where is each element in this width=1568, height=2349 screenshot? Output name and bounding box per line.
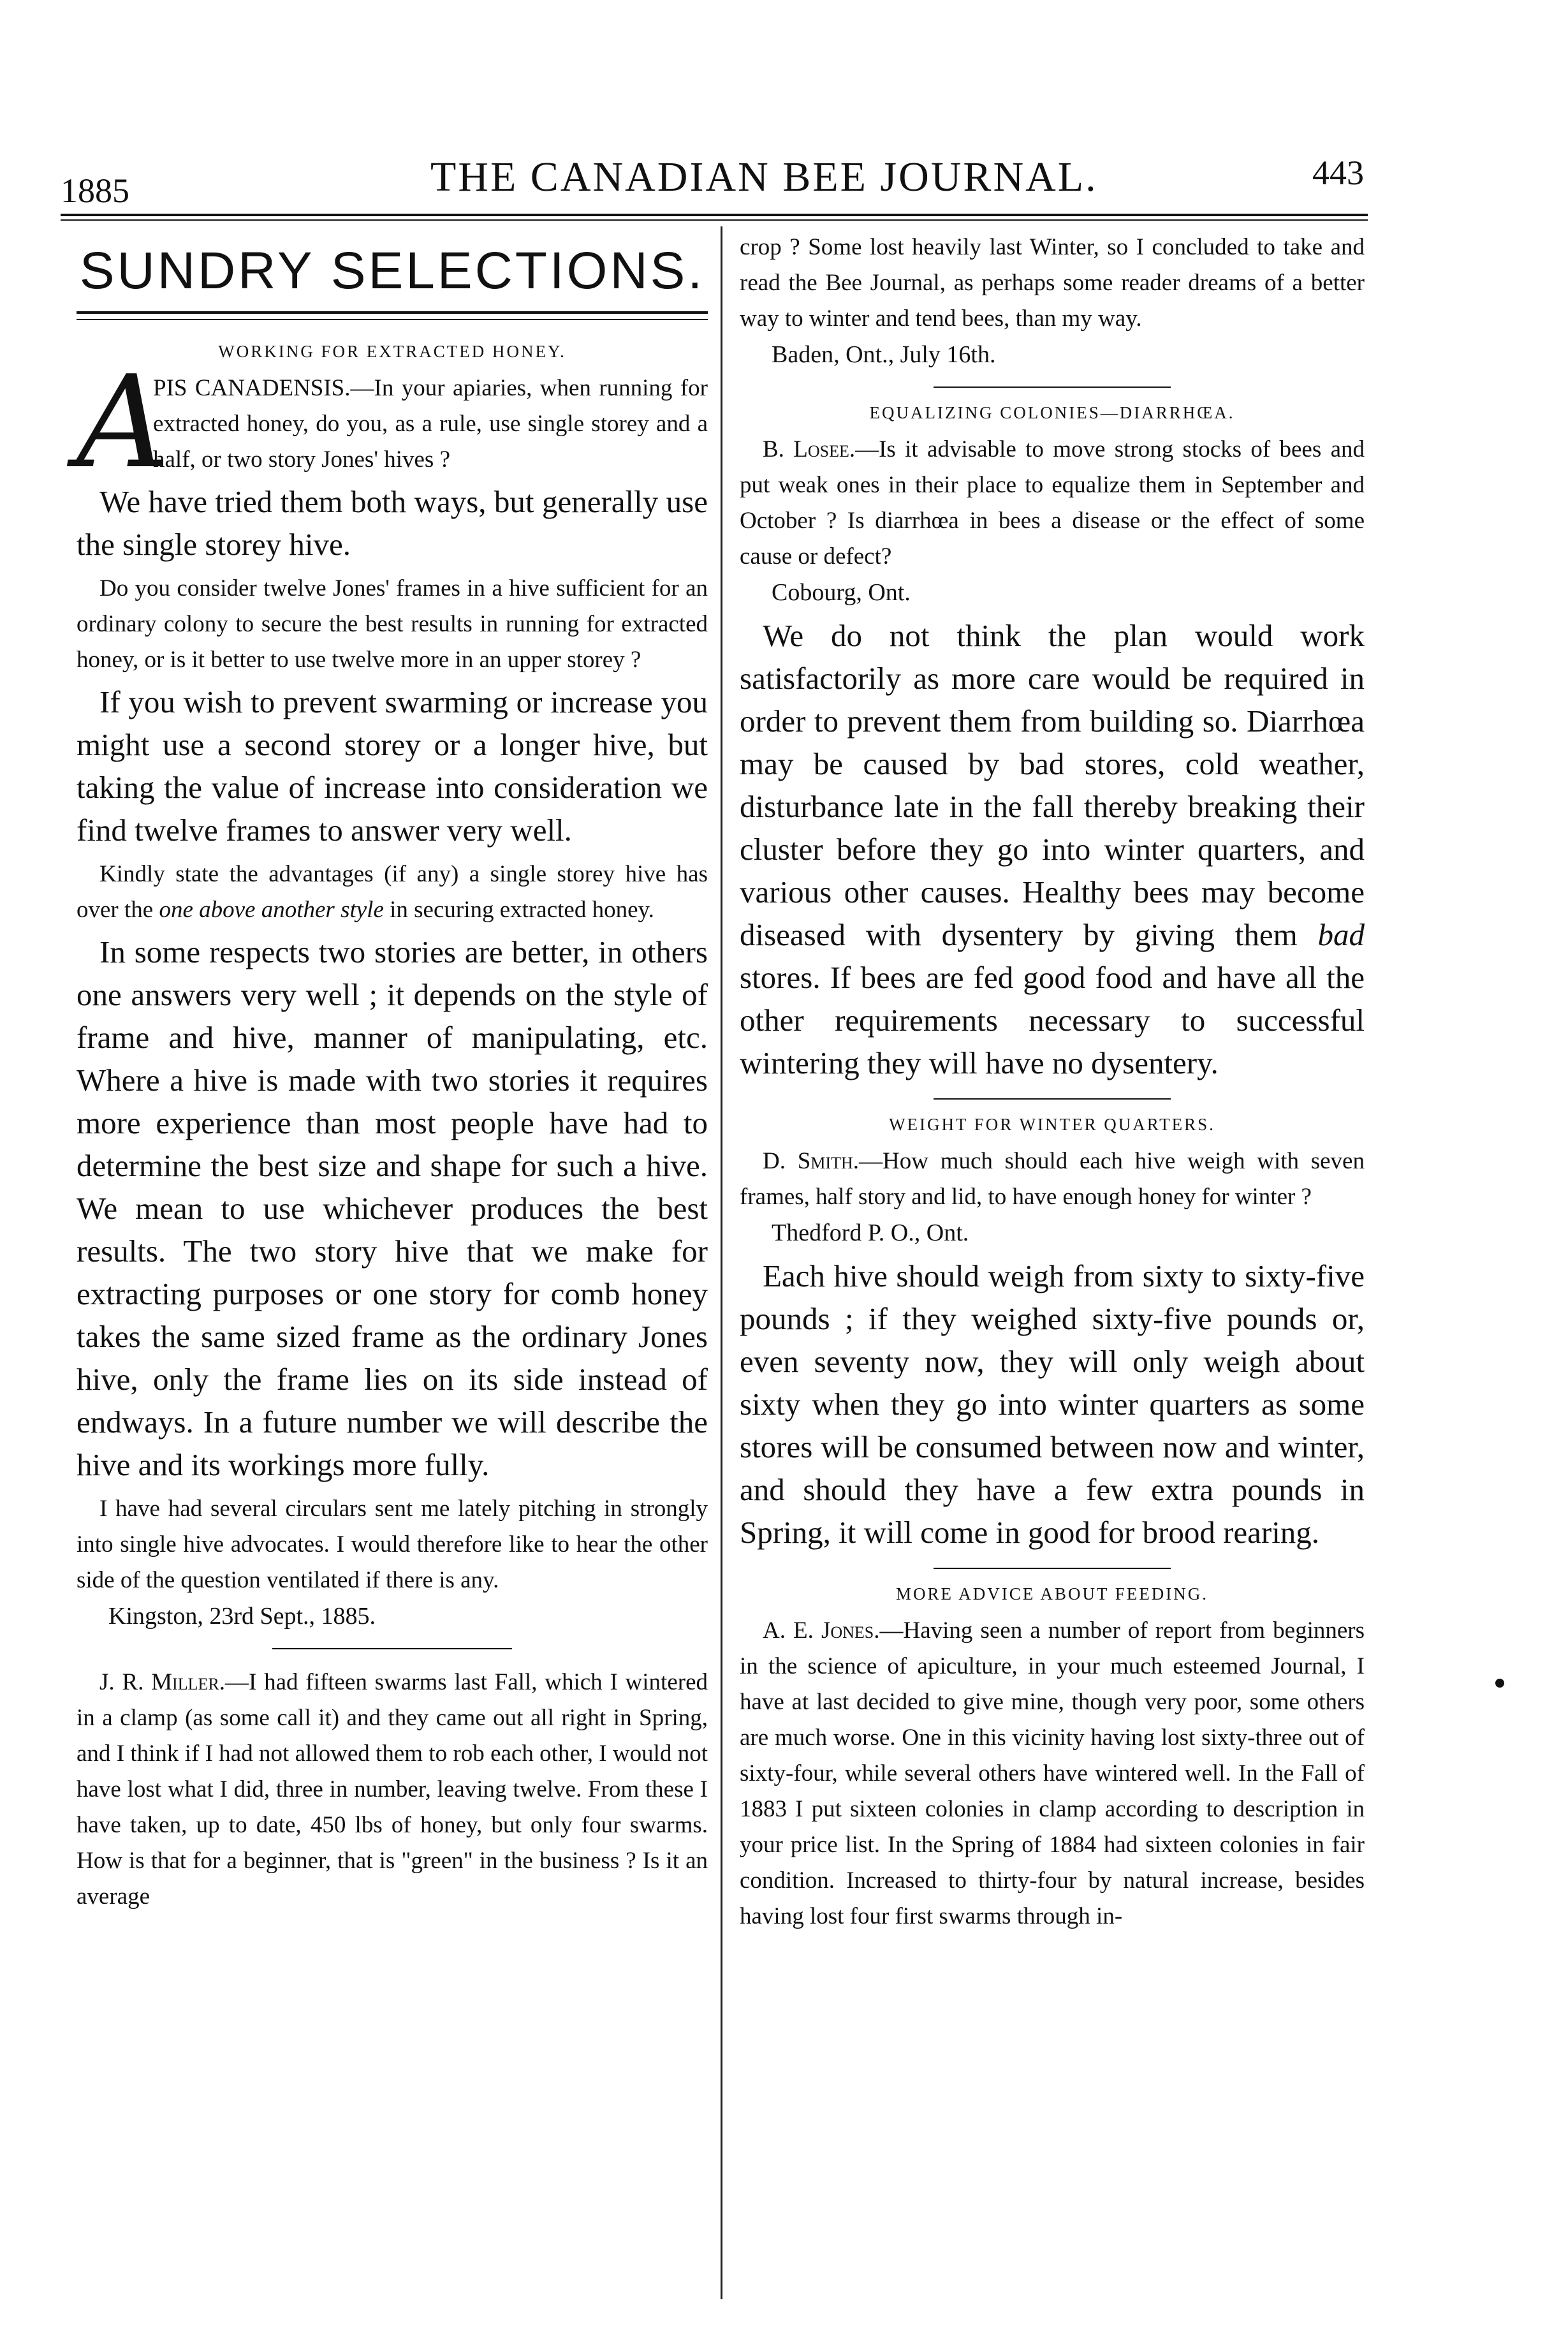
question-1: PIS CANADENSIS.—In your apiaries, when running for extracted honey, do you, as a rule, use single storey and a half, or two story Jones' hives ? (153, 375, 708, 473)
smith-text: —How much should each hive weigh with seven frames, half story and lid, to have enough honey for winter ? (740, 1148, 1365, 1210)
losee-name: B. Losee. (763, 436, 856, 462)
location-cobourg: Cobourg, Ont. (772, 579, 911, 606)
answer-equalizing-start: We do not think the plan would work satisfactorily as more care would be required in order to prevent them from building so. Diarrhœa may be caused by bad stores, cold weather, disturbance late in the fall thereby breaking their cluster before they go into winter quarters, and various other causes. Healthy bees may become diseased with dysentery by giving them (740, 618, 1365, 952)
jones-letter (740, 1613, 1365, 1934)
location-kingston: Kingston, 23rd Sept., 1885. (108, 1603, 376, 1630)
subhead-weight: WEIGHT FOR WINTER QUARTERS. (889, 1115, 1215, 1134)
column-divider (721, 226, 722, 2299)
question-4: I have had several circulars sent me lately pitching in strongly into single hive advocates. I would therefore like to hear the other side of the question ventilated if there is any. (77, 1496, 708, 1593)
question-3-start: Kindly state the advantages (if any) a single storey hive has over the (77, 861, 708, 923)
location-baden: Baden, Ont., July 16th. (772, 341, 996, 368)
continuation-text: crop ? Some lost heavily last Winter, so I concluded to take and read the Bee Journal, as perhaps some reader dreams of a better way to winter and tend bees, than my way. (740, 234, 1365, 332)
subhead-equalizing: EQUALIZING COLONIES—DIARRHŒA. (869, 403, 1235, 422)
question-3 (77, 857, 708, 928)
location-thedford: Thedford P. O., Ont. (772, 1219, 969, 1246)
smith-question (740, 1144, 1365, 1215)
journal-title: THE CANADIAN BEE JOURNAL. (430, 154, 1098, 200)
answer-equalizing-end: stores. If bees are fed good food and have all the other requirements necessary to successful wintering they will have no dysentery. (740, 960, 1365, 1080)
question-3-end: in securing extracted honey. (383, 897, 654, 923)
page-number: 443 (1312, 154, 1364, 192)
header-year: 1885 (61, 172, 129, 210)
question-2: Do you consider twelve Jones' frames in a hive sufficient for an ordinary colony to secure the best results in running for extracted honey, or is it better to use twelve more in an upper storey ? (77, 575, 708, 673)
separator-rule (934, 387, 1171, 388)
smith-name: D. Smith. (763, 1148, 859, 1174)
losee-question (740, 432, 1365, 575)
jones-name: A. E. Jones. (763, 1617, 880, 1644)
answer-weight: Each hive should weigh from sixty to sixty-five pounds ; if they weighed sixty-five pounds or, even seventy now, they will only weigh about sixty when they go into winter quarters as some stores will be consumed between now and winter, and should they have a few extra pounds in Spring, it will come in good for brood rearing. (740, 1258, 1365, 1550)
question-3-italic: one above another style (159, 897, 384, 923)
miller-name: J. R. Miller. (99, 1669, 225, 1695)
answer-1: We have tried them both ways, but generally use the single storey hive. (77, 484, 708, 562)
miller-text: —I had fifteen swarms last Fall, which I wintered in a clamp (as some call it) and they came out all right in Spring, and I think if I had not allowed them to rob each other, I would not have lost what I did, three in number, leaving twelve. From these I have taken, up to date, 450 lbs of honey, but only four swarms. How is that for a beginner, that is "green" in the business ? Is it an average (77, 1669, 708, 1910)
left-column (77, 230, 708, 1915)
section-title-rule (77, 311, 708, 320)
answer-equalizing (740, 614, 1365, 1084)
separator-rule (934, 1098, 1171, 1100)
header-rule-bottom (61, 219, 1368, 221)
miller-letter (77, 1665, 708, 1915)
answer-equalizing-italic: bad (1317, 917, 1365, 952)
ink-speck (1495, 1679, 1504, 1688)
answer-2: If you wish to prevent swarming or increase you might use a second storey or a longer hive, but taking the value of increase into consideration we find twelve frames to answer very well. (77, 684, 708, 848)
answer-3: In some respects two stories are better, in others one answers very well ; it depends on the style of frame and hive, manner of manipulating, etc. Where a hive is made with two stories it requires more experience than most people have had to determine the best size and shape for such a hive. We mean to use whichever produces the best results. The two story hive that we make for extracting purposes or one story for comb honey takes the same sized frame as the ordinary Jones hive, only the frame lies on its side instead of endways. In a future number we will describe the hive and its workings more fully. (77, 934, 708, 1482)
separator-rule (934, 1568, 1171, 1569)
header-rule-top (61, 214, 1368, 216)
subhead-working-extracted: WORKING FOR EXTRACTED HONEY. (218, 342, 566, 361)
right-column (740, 230, 1365, 1934)
separator-rule (272, 1648, 512, 1649)
section-title: SUNDRY SELECTIONS. (79, 242, 705, 300)
jones-text: —Having seen a number of report from beginners in the science of apiculture, in your much esteemed Journal, I have at last decided to give mine, though very poor, some others are much worse. One in this vicinity having lost sixty-three out of sixty-four, while several others have wintered well. In the Fall of 1883 I put sixteen colonies in clamp according to description in your price list. In the Spring of 1884 had sixteen colonies in fair condition. Increased to thirty-four by natural increase, besides having lost four first swarms through in- (740, 1617, 1365, 1929)
running-header (61, 153, 1364, 210)
subhead-feeding: MORE ADVICE ABOUT FEEDING. (895, 1584, 1208, 1603)
drop-cap-letter: A (77, 348, 169, 497)
losee-text: —Is it advisable to move strong stocks of bees and put weak ones in their place to equalize them in September and October ? Is diarrhœa in bees a disease or the effect of some cause or defect? (740, 436, 1365, 570)
